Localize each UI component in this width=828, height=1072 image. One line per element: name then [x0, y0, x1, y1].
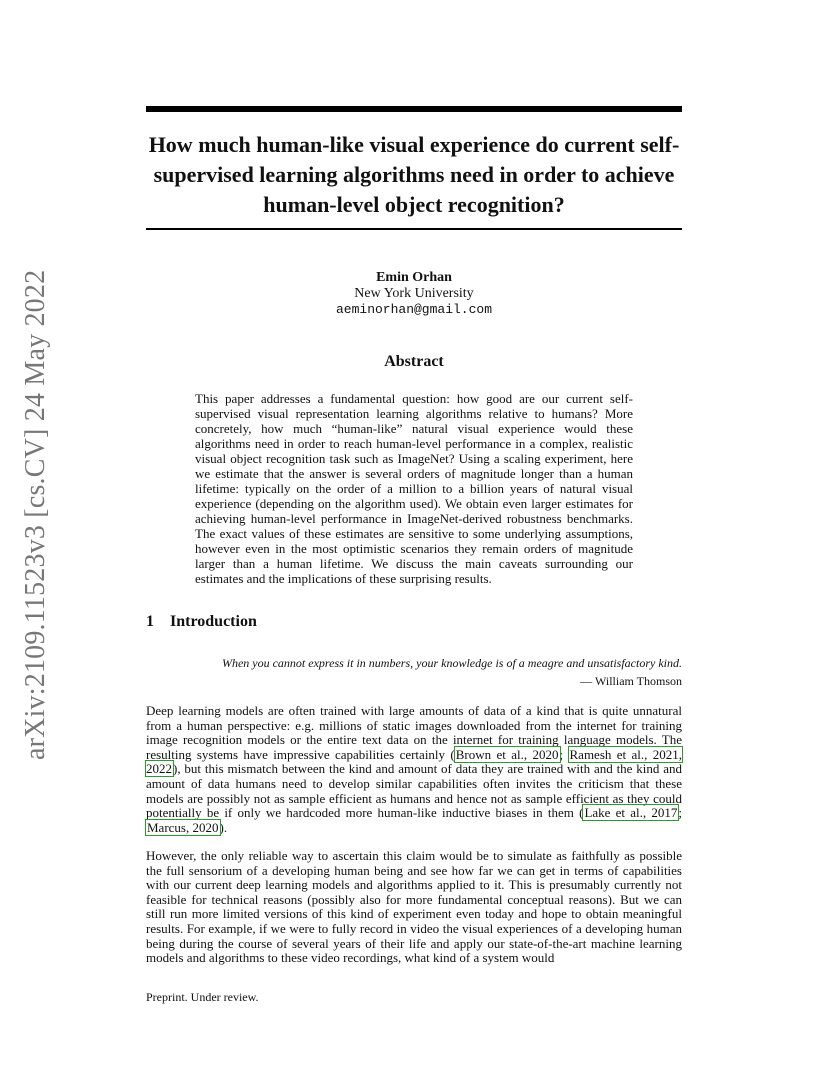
title-top-rule — [146, 106, 682, 112]
paragraph-text: ), but this mismatch between the kind and amount of data they are trained with and the kind and amount of data humans need to develop similar capabilities often invites the criticism that these models are possibly not as sample efficient as humans and hence not as sample efficient as they could potentially be if only we hardcoded more human-like inductive biases in them ( — [146, 761, 682, 821]
abstract-heading: Abstract — [384, 353, 444, 370]
citation-link-brown[interactable]: Brown et al., 2020 — [455, 746, 559, 762]
intro-paragraph-1 — [146, 704, 682, 835]
paper-title: How much human-like visual experience do current self-supervised learning algorithms need in order to achieve human-level object recognition? — [148, 132, 680, 217]
epigraph-attribution: — William Thomson — [580, 674, 682, 688]
citation-link-lake[interactable]: Lake et al., 2017 — [584, 805, 678, 821]
citation-link-marcus[interactable]: Marcus, 2020 — [147, 819, 219, 835]
paragraph-text: ). — [219, 819, 228, 835]
epigraph-quote: When you cannot express it in numbers, your knowledge is of a meagre and unsatisfactory kind. — [221, 656, 682, 670]
preprint-footer: Preprint. Under review. — [146, 990, 259, 1004]
citation-link-ramesh[interactable]: Ramesh et al., 2021, 2022 — [146, 746, 682, 777]
section-title: Introduction — [170, 613, 257, 630]
arxiv-identifier-stamp: arXiv:2109.11523v3 [cs.CV] 24 May 2022 — [20, 269, 51, 760]
citation-separator: ; — [678, 805, 683, 821]
epigraph — [146, 654, 682, 690]
section-number: 1 — [146, 613, 154, 630]
author-affiliation: New York University — [354, 286, 474, 301]
author-block — [146, 270, 682, 318]
author-name: Emin Orhan — [376, 270, 452, 285]
abstract-body: This paper addresses a fundamental question: how good are our current self-supervised visual representation learning algorithms relative to humans? More concretely, how much “human-like” natural visual experience would these algorithms need in order to reach human-level performance in a complex, realistic visual object recognition task such as ImageNet? Using a scaling experiment, here we estimate that the answer is several orders of magnitude longer than a human lifetime: typically on the order of a million to a billion years of natural visual experience (depending on the algorithm used). We obtain even larger estimates for achieving human-level performance in ImageNet-derived robustness benchmarks. The exact values of these estimates are sensitive to some underlying assumptions, however even in the most optimistic scenarios they remain orders of magnitude larger than a human lifetime. We discuss the main caveats surrounding our estimates and the implications of these surprising results. — [195, 391, 633, 586]
title-bottom-rule — [146, 228, 682, 230]
author-email: aeminorhan@gmail.com — [335, 302, 493, 317]
section-heading-introduction — [146, 613, 257, 631]
citation-separator: ; — [559, 746, 569, 762]
intro-paragraph-2: However, the only reliable way to ascertain this claim would be to simulate as faithfully as possible the full sensorium of a developing human being and see how far we can get in terms of capabilities with our current deep learning models and algorithms applied to it. This is presumably currently not feasible for technical reasons (possibly also for more fundamental conceptual reasons). But we can still run more limited versions of this kind of experiment even today and hope to obtain meaningful results. For example, if we were to fully record in video the visual experiences of a developing human being during the course of several years of their life and apply our state-of-the-art machine learning models and algorithms to these video recordings, what kind of a system would — [146, 848, 682, 966]
paragraph-text: Deep learning models are often trained with large amounts of data of a kind that is quite unnatural from a human perspective: e.g. millions of static images downloaded from the internet for training image recognition models or the entire text data on the internet for training language models. The resulting systems have impressive capabilities certainly ( — [146, 703, 682, 762]
